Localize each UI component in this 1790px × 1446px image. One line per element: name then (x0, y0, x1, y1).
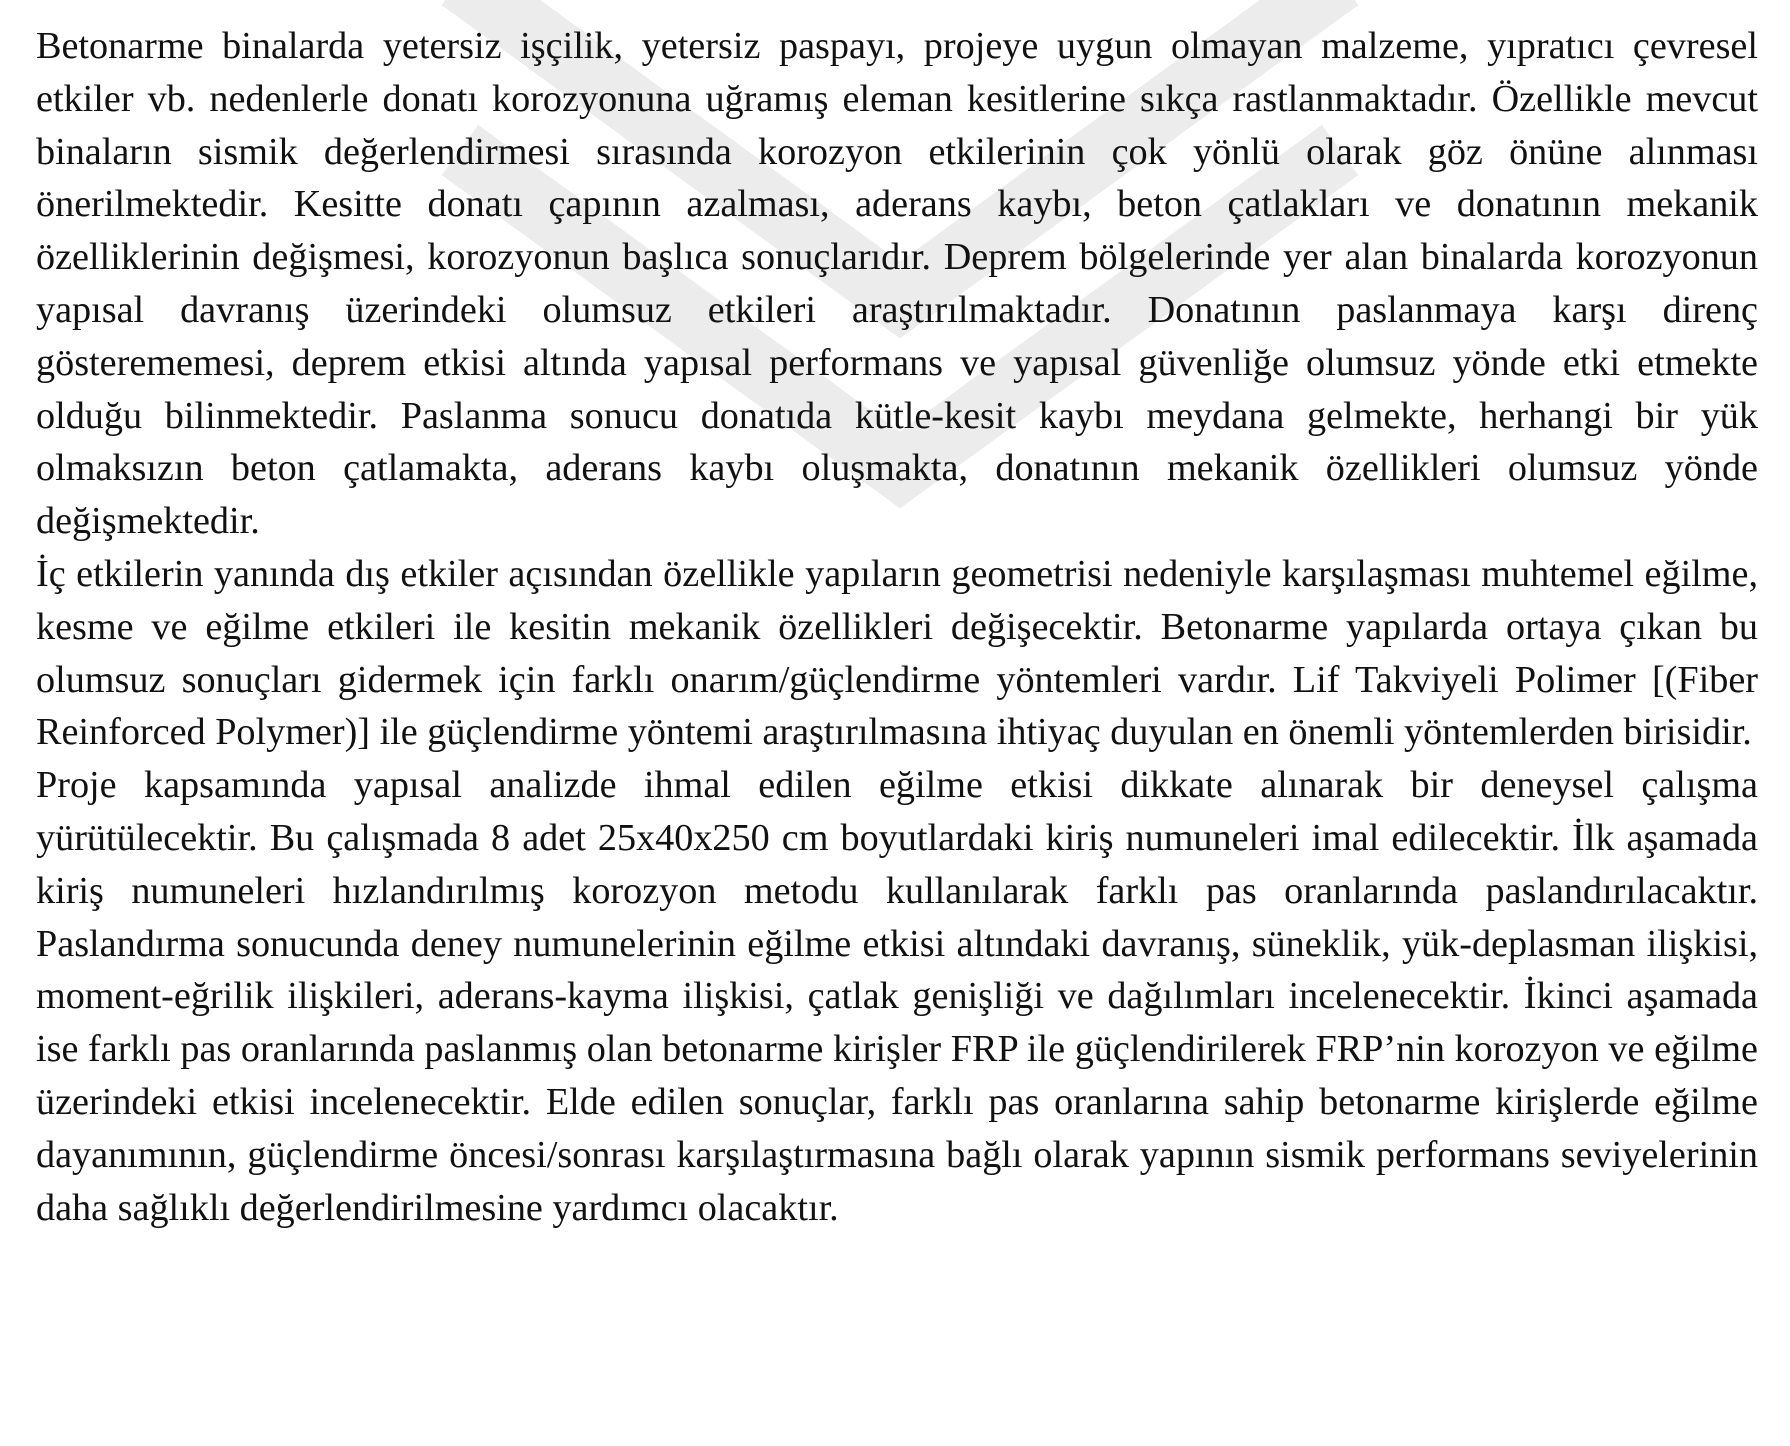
paragraph-project-scope: Proje kapsamında yapısal analizde ihmal edilen eğilme etkisi dikkate alınarak bir deneysel çalışma yürütülecektir. Bu çalışmada 8 adet 25x40x250 cm boyutlardaki kiriş numuneleri imal edilecektir. İlk aşamada kiriş numuneleri hızlandırılmış korozyon metodu kullanılarak farklı pas oranlarında paslandırılacaktır. Paslandırma sonucunda deney numunelerinin eğilme etkisi altındaki davranış, süneklik, yük-deplasman ilişkisi, moment-eğrilik ilişkileri, aderans-kayma ilişkisi, çatlak genişliği ve dağılımları incelenecektir. İkinci aşamada ise farklı pas oranlarında paslanmış olan betonarme kirişler FRP ile güçlendirilerek FRP’nin korozyon ve eğilme üzerindeki etkisi incelenecektir. Elde edilen sonuçlar, farklı pas oranlarına sahip betonarme kirişlerde eğilme dayanımının, güçlendirme öncesi/sonrası karşılaştırmasına bağlı olarak yapının sismik performans seviyelerinin daha sağlıklı değerlendirilmesine yardımcı olacaktır. (36, 764, 1758, 1229)
document-body (36, 0, 1758, 1234)
paragraph-corrosion-effects: Betonarme binalarda yetersiz işçilik, yetersiz paspayı, projeye uygun olmayan malzeme, yıpratıcı çevresel etkiler vb. nedenlerle donatı korozyonuna uğramış eleman kesitlerine sıkça rastlanmaktadır. Özellikle mevcut binaların sismik değerlendirmesi sırasında korozyon etkilerinin çok yönlü olarak göz önüne alınması önerilmektedir. Kesitte donatı çapının azalması, aderans kaybı, beton çatlakları ve donatının mekanik özelliklerinin değişmesi, korozyonun başlıca sonuçlarıdır. Deprem bölgelerinde yer alan binalarda korozyonun yapısal davranış üzerindeki olumsuz etkileri araştırılmaktadır. Donatının paslanmaya karşı direnç gösterememesi, deprem etkisi altında yapısal performans ve yapısal güvenliğe olumsuz yönde etki etmekte olduğu bilinmektedir. Paslanma sonucu donatıda kütle-kesit kaybı meydana gelmekte, herhangi bir yük olmaksızın beton çatlamakta, aderans kaybı oluşmakta, donatının mekanik özellikleri olumsuz yönde değişmektedir. (36, 25, 1758, 543)
paragraph-strengthening-methods: İç etkilerin yanında dış etkiler açısından özellikle yapıların geometrisi nedeniyle karşılaşması muhtemel eğilme, kesme ve eğilme etkileri ile kesitin mekanik özellikleri değişecektir. Betonarme yapılarda ortaya çıkan bu olumsuz sonuçları gidermek için farklı onarım/güçlendirme yöntemleri vardır. Lif Takviyeli Polimer [(Fiber Reinforced Polymer)] ile güçlendirme yöntemi araştırılmasına ihtiyaç duyulan en önemli yöntemlerden birisidir. (36, 552, 1758, 754)
